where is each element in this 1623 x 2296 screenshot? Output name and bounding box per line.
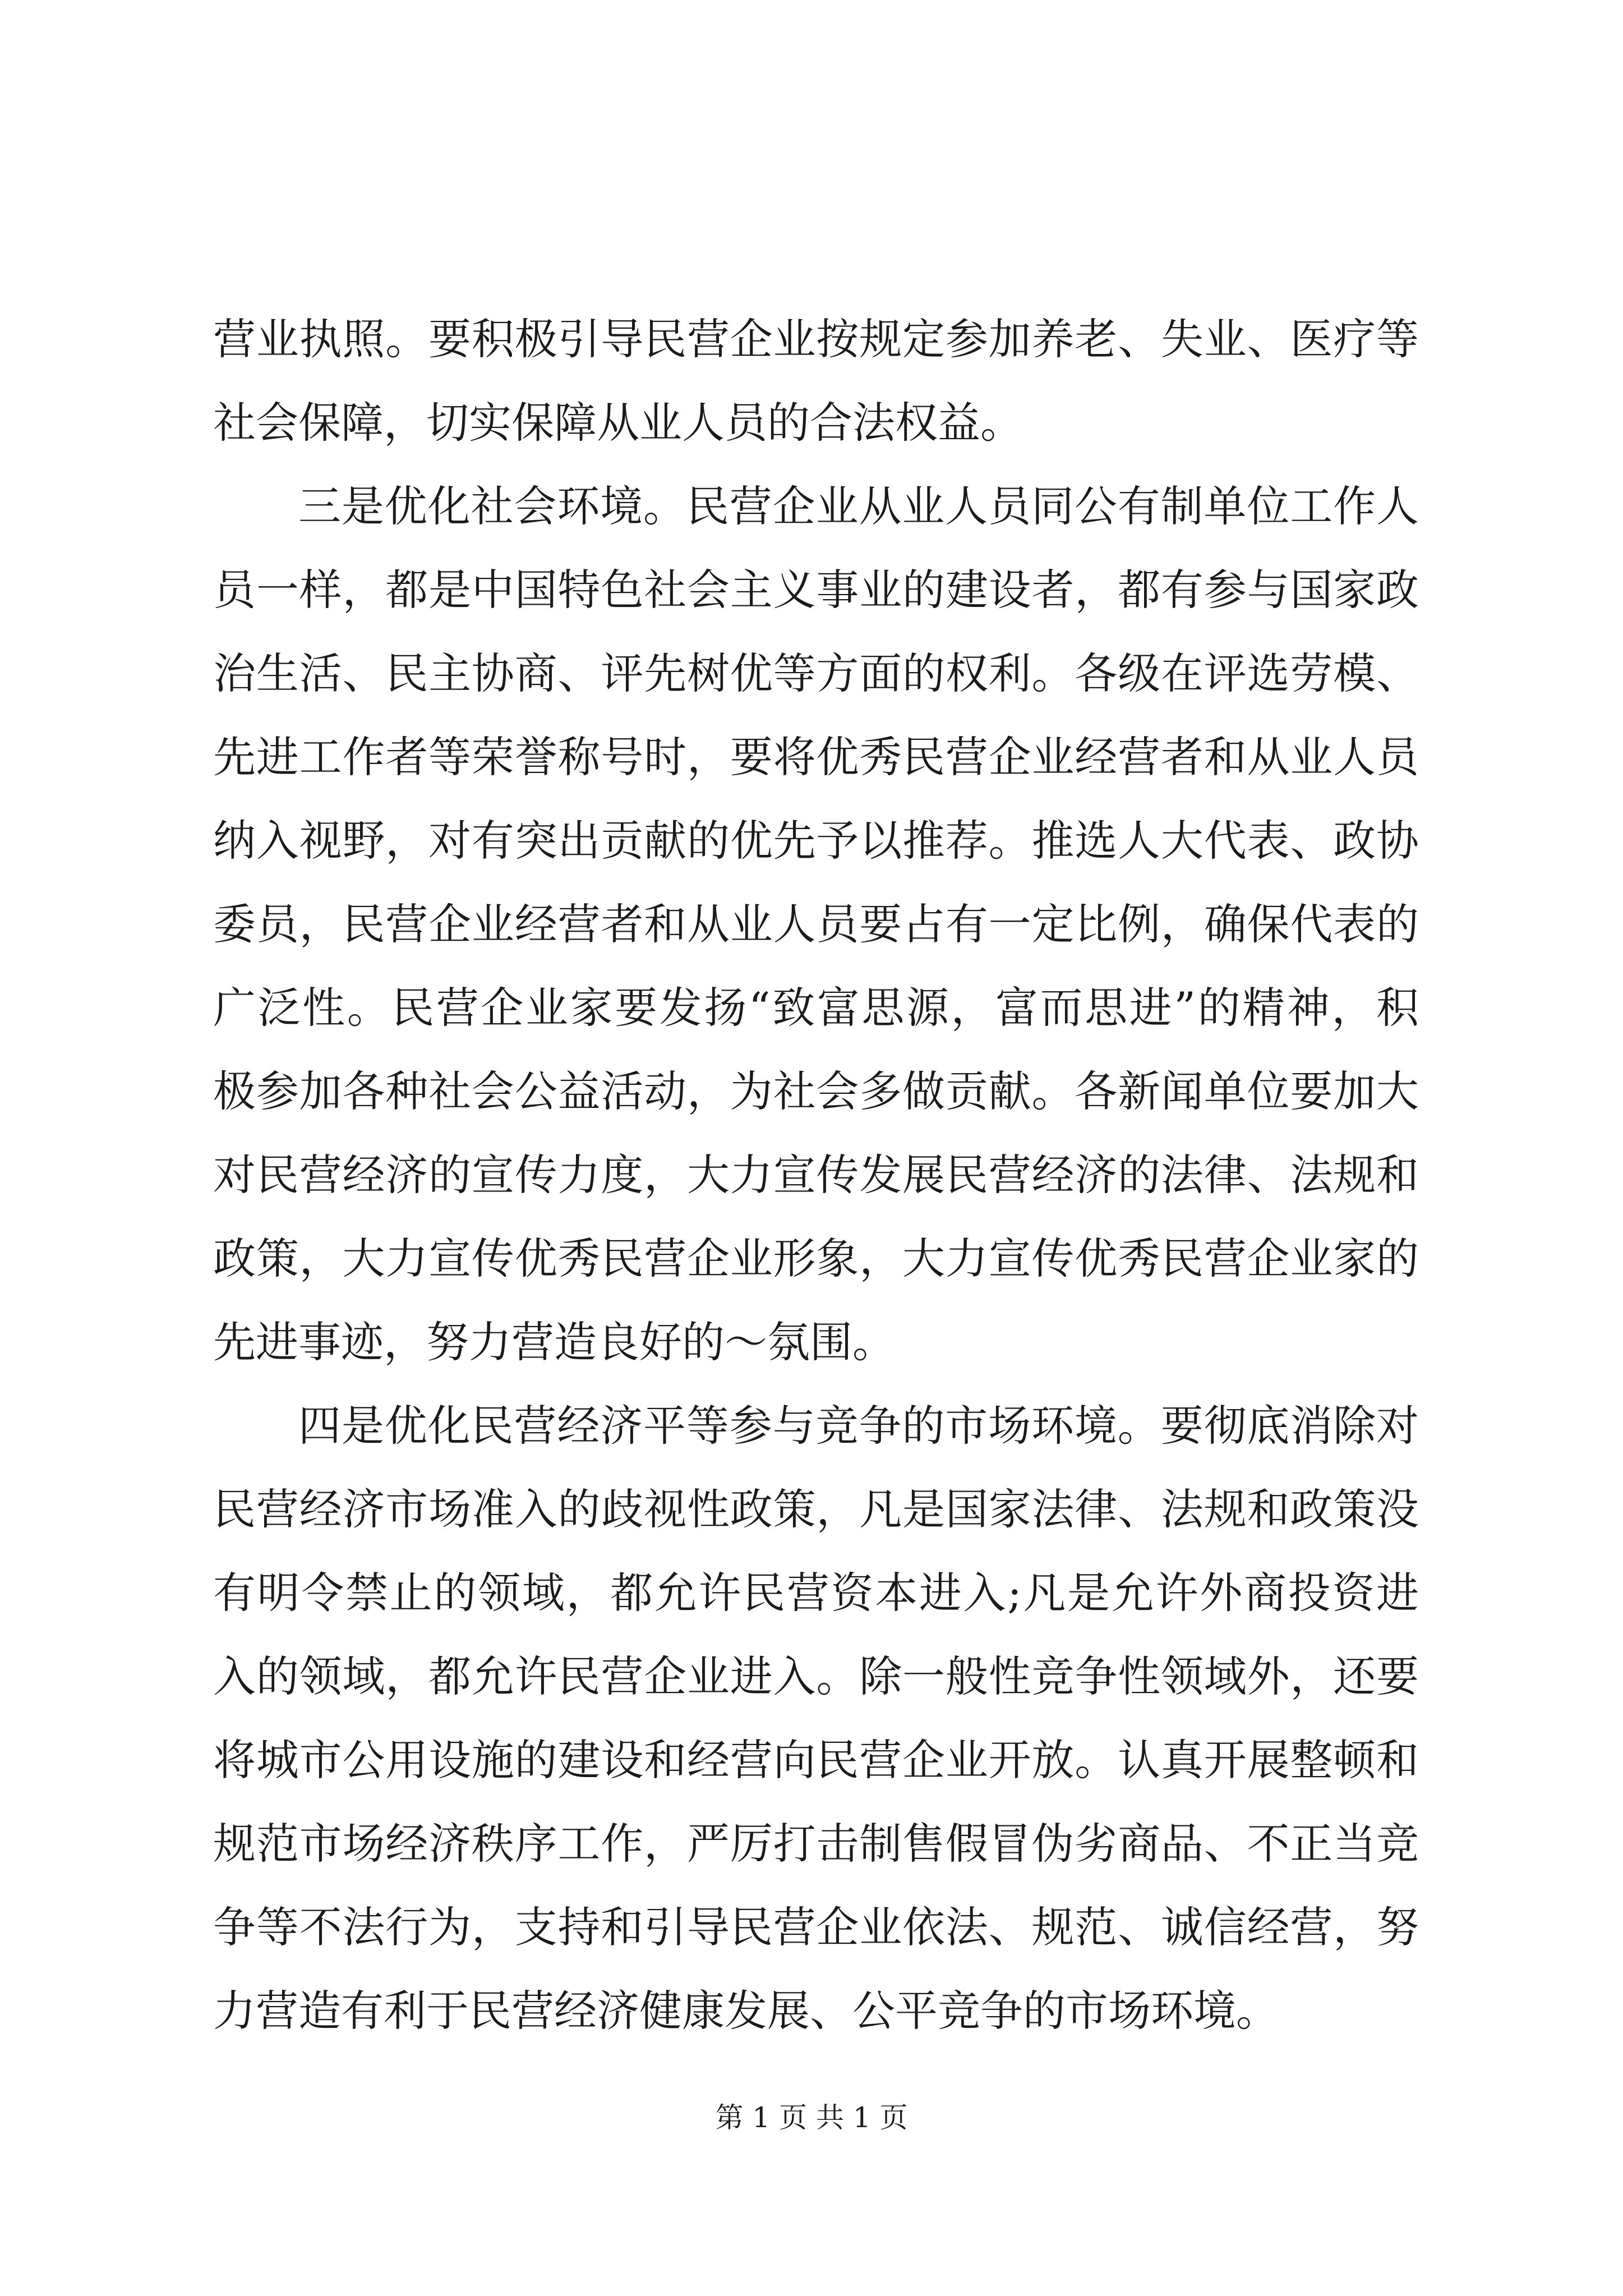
text-line: 先进工作者等荣誉称号时，要将优秀民营企业经营者和从业人员 bbox=[213, 732, 1419, 782]
page-number-footer: 第 1 页 共 1 页 bbox=[715, 2101, 908, 2134]
document-body bbox=[213, 297, 1419, 2053]
text-line: 治生活、民主协商、评先树优等方面的权利。各级在评选劳模、 bbox=[213, 648, 1419, 698]
text-line: 政策，大力宣传优秀民营企业形象，大力宣传优秀民营企业家的 bbox=[213, 1234, 1419, 1283]
text-line: 入的领域，都允许民营企业进入。除一般性竞争性领域外，还要 bbox=[213, 1651, 1419, 1701]
text-line: 社会保障，切实保障从业人员的合法权益。 bbox=[213, 398, 1023, 448]
paragraph-first-line: 四是优化民营经济平等参与竞争的市场环境。要彻底消除对 bbox=[298, 1401, 1419, 1451]
text-line: 有明令禁止的领域，都允许民营资本进入;凡是允许外商投资进 bbox=[213, 1568, 1419, 1618]
text-line: 对民营经济的宣传力度，大力宣传发展民营经济的法律、法规和 bbox=[213, 1150, 1419, 1200]
text-line: 力营造有利于民营经济健康发展、公平竞争的市场环境。 bbox=[213, 1986, 1279, 2036]
text-line: 将城市公用设施的建设和经营向民营企业开放。认真开展整顿和 bbox=[213, 1735, 1419, 1785]
text-line: 纳入视野，对有突出贡献的优先予以推荐。推选人大代表、政协 bbox=[213, 816, 1419, 866]
text-line: 营业执照。要积极引导民营企业按规定参加养老、失业、医疗等 bbox=[213, 314, 1419, 364]
text-line: 委员，民营企业经营者和从业人员要占有一定比例，确保代表的 bbox=[213, 899, 1419, 949]
text-line: 争等不法行为，支持和引导民营企业依法、规范、诚信经营，努 bbox=[213, 1902, 1419, 1952]
text-line: 极参加各种社会公益活动，为社会多做贡献。各新闻单位要加大 bbox=[213, 1066, 1419, 1116]
text-line: 民营经济市场准入的歧视性政策，凡是国家法律、法规和政策没 bbox=[213, 1484, 1419, 1534]
text-line: 广泛性。民营企业家要发扬“致富思源，富而思进”的精神，积 bbox=[213, 983, 1419, 1033]
text-line: 员一样，都是中国特色社会主义事业的建设者，都有参与国家政 bbox=[213, 565, 1419, 615]
text-line: 规范市场经济秩序工作，严厉打击制售假冒伪劣商品、不正当竞 bbox=[213, 1819, 1419, 1869]
text-line: 先进事迹，努力营造良好的～氛围。 bbox=[213, 1317, 895, 1367]
paragraph-first-line: 三是优化社会环境。民营企业从业人员同公有制单位工作人 bbox=[298, 481, 1419, 531]
